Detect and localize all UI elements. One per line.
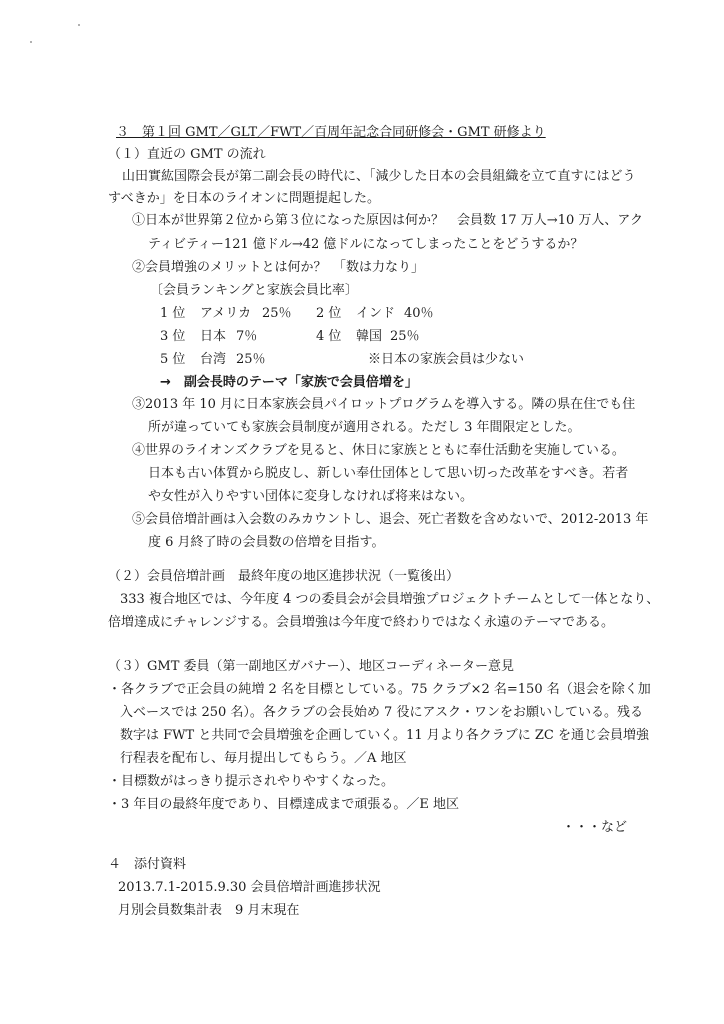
item4-line-1: ④世界のライオンズクラブを見ると、休日に家族とともに奉仕活動を実施している。 bbox=[132, 443, 625, 458]
item3-line-2: 所が違っていても家族会員制度が適用される。ただし 3 年間限定とした。 bbox=[148, 420, 581, 435]
rank-3-pct: 7％ bbox=[236, 329, 258, 344]
ranking-title: 〔会員ランキングと家族会員比率〕 bbox=[150, 283, 358, 298]
item5-line-2: 度 6 月終了時の会員数の倍増を目指す。 bbox=[148, 535, 385, 550]
rank-2-country: インド bbox=[356, 306, 396, 321]
rank-1-label: 1 位 bbox=[160, 306, 186, 321]
rank-5-country: 台湾 bbox=[200, 352, 227, 367]
sub3-bullet-line-1: ・各クラブで正会員の純増 2 名を目標としている。75 クラブ×2 名=150 名（退会を除く加 bbox=[108, 682, 651, 697]
scan-speck bbox=[30, 41, 32, 43]
rank-2-pct: 40％ bbox=[404, 306, 434, 321]
rank-5-label: 5 位 bbox=[160, 352, 186, 367]
rank-1-country: アメリカ bbox=[200, 306, 252, 321]
sub2-line-1: 333 複合地区では、今年度 4 つの委員会が会員増強プロジェクトチームとして一体となり、 bbox=[120, 592, 660, 607]
ranking-note: ※日本の家族会員は少ない bbox=[368, 352, 525, 367]
sub1-title: （１）直近の GMT の流れ bbox=[108, 147, 266, 162]
rank-2-label: 2 位 bbox=[316, 306, 342, 321]
sub3-bullet-line-2: 入ベースでは 250 名）。各クラブの会長始め 7 役にアスク・ワンをお願いしている。残る bbox=[120, 705, 643, 720]
attachment-2: 月別会員数集計表 9 月末現在 bbox=[118, 903, 300, 918]
rank-5-pct: 25％ bbox=[236, 352, 266, 367]
item1-line-2: ティビティー121 億ドル→42 億ドルになってしまったことをどうするか？ bbox=[148, 237, 584, 252]
item5-line-1: ⑤会員倍増計画は入会数のみカウントし、退会、死亡者数を含めないで、2012-2013 年 bbox=[132, 512, 649, 527]
rank-3-label: 3 位 bbox=[160, 329, 186, 344]
scan-speck bbox=[78, 24, 80, 26]
rank-4-label: 4 位 bbox=[316, 329, 342, 344]
rank-1-pct: 25％ bbox=[262, 306, 292, 321]
section-3-heading: ３ 第１回 GMT／GLT／FWT／百周年記念合同研修会・GMT 研修より bbox=[116, 125, 546, 140]
sub3-bullet-line-5: ・目標数がはっきり提示されやりやすくなった。 bbox=[108, 774, 395, 789]
sub3-bullet-line-3: 数字は FWT と共同で会員増強を企画していく。11 月より各クラブに ZC を通じ会員増強 bbox=[120, 728, 649, 743]
item2-line: ②会員増強のメリットとは何か？ 「数は力なり」 bbox=[132, 260, 424, 275]
sub3-title: （３）GMT 委員（第一副地区ガバナー）、地区コーディネーター意見 bbox=[108, 659, 514, 674]
item4-line-3: や女性が入りやすい団体に変身しなければ将来はない。 bbox=[148, 489, 474, 504]
intro-line-2: すべきか」を日本のライオンに問題提起した。 bbox=[108, 191, 380, 206]
item3-line-1: ③2013 年 10 月に日本家族会員パイロットプログラムを導入する。隣の県在住でも住 bbox=[132, 397, 636, 412]
section-4-heading: ４ 添付資料 bbox=[108, 857, 187, 872]
attachment-1: 2013.7.1-2015.9.30 会員倍増計画進捗状況 bbox=[118, 880, 381, 895]
vice-president-theme: → 副会長時のテーマ「家族で会員倍増を」 bbox=[160, 375, 418, 390]
sub2-line-2: 倍増達成にチャレンジする。会員増強は今年度で終わりではなく永遠のテーマである。 bbox=[108, 615, 614, 630]
item4-line-2: 日本も古い体質から脱皮し、新しい奉仕団体として思い切った改革をすべき。若者 bbox=[148, 466, 629, 481]
rank-4-country: 韓国 bbox=[356, 329, 383, 344]
intro-line-1: 山田實紘国際会長が第二副会長の時代に、「減少した日本の会員組織を立て直すにはどう bbox=[122, 169, 636, 184]
sub3-bullet-line-6: ・3 年目の最終年度であり、目標達成まで頑張る。／E 地区 bbox=[108, 797, 460, 812]
sub3-etc: ・・・など bbox=[562, 820, 628, 835]
rank-3-country: 日本 bbox=[200, 329, 227, 344]
sub2-title: （２）会員倍増計画 最終年度の地区進捗状況（一覧後出） bbox=[108, 569, 460, 584]
rank-4-pct: 25％ bbox=[390, 329, 420, 344]
sub3-bullet-line-4: 行程表を配布し、毎月提出してもらう。／A 地区 bbox=[120, 751, 407, 766]
item1-line-1: ①日本が世界第２位から第３位になった原因は何か？ 会員数 17 万人→10 万人、アク bbox=[132, 213, 643, 228]
